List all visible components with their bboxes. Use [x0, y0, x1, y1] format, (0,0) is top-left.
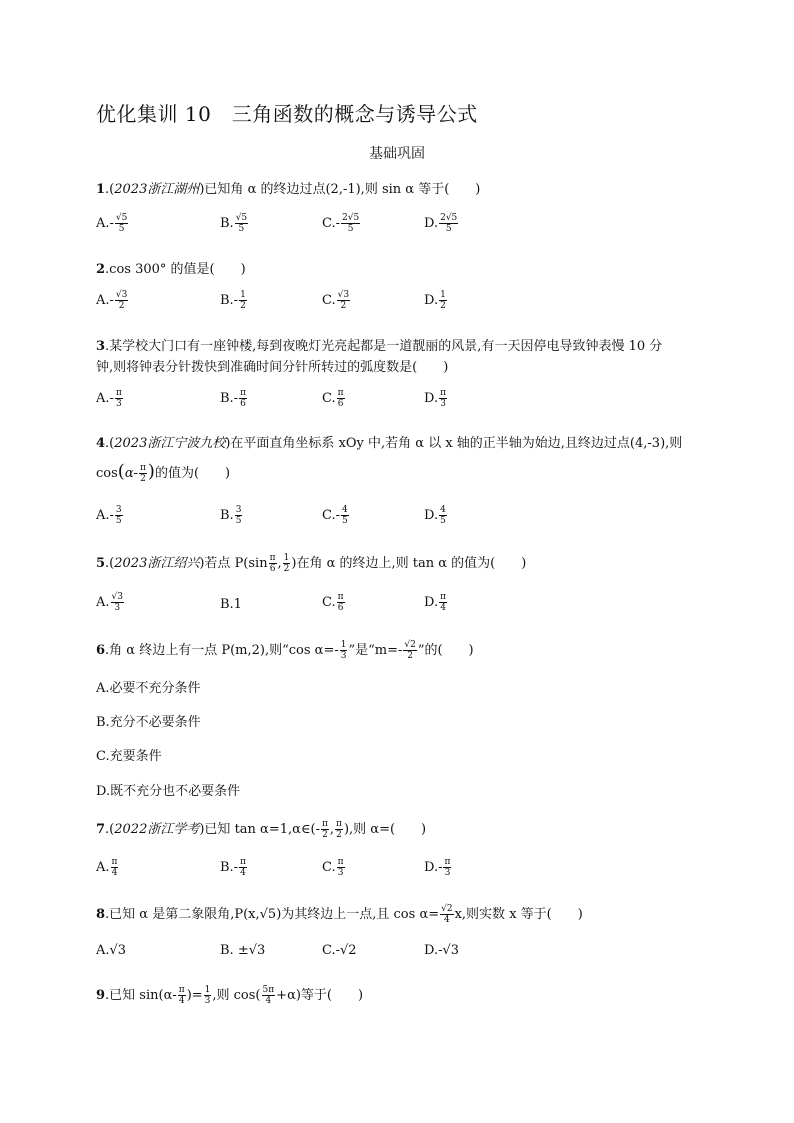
option-b: B.充分不必要条件	[96, 715, 201, 730]
option-d: D.既不充分也不必要条件	[96, 784, 241, 799]
question-3: 3.某学校大门口有一座钟楼,每到夜晚灯光亮起都是一道靓丽的风景,有一天因停电导致钟表慢 10 分	[96, 339, 663, 354]
fraction: $\frac{1}{2}$	[240, 290, 246, 311]
fraction: $\frac{1}{2}$	[283, 553, 290, 574]
question-3-line-2: 钟,则将钟表分针拨快到准确时间分针所转过的弧度数是( )	[96, 360, 449, 375]
fraction: $\frac{1}{2}$	[440, 290, 446, 311]
option-d: D. $\frac{2√5}{5}$	[424, 213, 458, 234]
option-b: B.- $\frac{\pi}{4}$	[220, 857, 246, 878]
fraction: $\frac{\pi}{4}$	[240, 857, 246, 878]
option-a: A.- $\frac{√3}{2}$	[96, 290, 128, 311]
fraction: $\frac{4}{5}$	[342, 505, 348, 526]
option-a: A.- $\frac{\pi}{3}$	[96, 388, 122, 409]
fraction: $\frac{\pi}{6}$	[240, 388, 246, 409]
fraction: $\frac{\pi}{3}$	[440, 388, 447, 409]
fraction: $\frac{3}{5}$	[235, 505, 242, 526]
fraction: $\frac{\pi}{3}$	[337, 857, 344, 878]
fraction: $\frac{√3}{3}$	[111, 592, 123, 613]
option-c: C. $\frac{\pi}{6}$	[322, 592, 344, 613]
option-c: C.充要条件	[96, 749, 162, 764]
fraction: $\frac{\pi}{6}$	[337, 592, 344, 613]
option-b: B.1	[220, 597, 242, 612]
question-number: 6	[96, 643, 106, 658]
question-6: 6.角 α 终边上有一点 P(m,2),则“cos α=- $\frac{1}{3}$ ”是“m=- $\frac{√2}{2}$ ”的( )	[96, 640, 474, 661]
fraction: $\frac{√5}{5}$	[235, 213, 248, 234]
question-9: 9.已知 sin(α- $\frac{\pi}{4}$ )= $\frac{1}{3}$ ,则 cos( $\frac{5\pi}{4}$ +α)等于( )	[96, 985, 364, 1006]
option-a: A. $\frac{\pi}{4}$	[96, 857, 118, 878]
option-c: C. $\frac{√3}{2}$	[322, 290, 350, 311]
fraction: $\frac{2√5}{5}$	[440, 213, 458, 234]
fraction: $\frac{\pi}{4}$	[440, 592, 447, 613]
question-source: 2023浙江宁波九校	[114, 436, 226, 451]
question-number: 2	[96, 262, 106, 277]
question-number: 1	[96, 182, 106, 197]
fraction: $\frac{\pi}{6}$	[337, 388, 344, 409]
option-d: D. $\frac{1}{2}$	[424, 290, 446, 311]
fraction: $\frac{\pi}{2}$	[336, 819, 342, 840]
fraction: $\frac{\pi}{6}$	[269, 553, 276, 574]
question-5: 5.(2023浙江绍兴)若点 P(sin $\frac{\pi}{6}$ , $\frac{1}{2}$ )在角 α 的终边上,则 tan α 的值为( )	[96, 553, 527, 574]
option-d: D. $\frac{4}{5}$	[424, 505, 446, 526]
question-7: 7.(2022浙江学考)已知 tan α=1,α∈(- $\frac{\pi}{2}$ , $\frac{\pi}{2}$ ),则 α=( )	[96, 819, 427, 840]
option-c: C. $\frac{\pi}{3}$	[322, 857, 344, 878]
section-heading: 基础巩固	[369, 146, 425, 162]
option-c: C. $\frac{\pi}{6}$	[322, 388, 344, 409]
option-c: C.- $\frac{2√5}{5}$	[322, 213, 360, 234]
question-4-line-2: cos(α- $\frac{\pi}{2}$ )的值为( )	[96, 461, 231, 484]
option-a: A.- $\frac{√5}{5}$	[96, 213, 128, 234]
fraction: $\frac{\pi}{2}$	[139, 463, 146, 484]
question-number: 4	[96, 436, 106, 451]
option-c: C.- $\frac{4}{5}$	[322, 505, 348, 526]
fraction: $\frac{1}{3}$	[204, 985, 211, 1006]
option-d: D. $\frac{\pi}{3}$	[424, 388, 447, 409]
option-c: C.-√2	[322, 943, 357, 958]
option-b: B. $\frac{√5}{5}$	[220, 213, 248, 234]
option-a: A. $\frac{√3}{3}$	[96, 592, 123, 613]
question-number: 5	[96, 556, 106, 571]
fraction: $\frac{\pi}{2}$	[321, 819, 328, 840]
question-number: 7	[96, 822, 106, 837]
fraction: $\frac{5\pi}{4}$	[262, 985, 275, 1006]
page-title: 优化集训 10 三角函数的概念与诱导公式	[96, 102, 478, 126]
question-number: 3	[96, 339, 106, 354]
fraction: $\frac{√3}{2}$	[337, 290, 350, 311]
question-number: 9	[96, 988, 106, 1003]
option-d: D. $\frac{\pi}{4}$	[424, 592, 447, 613]
option-b: B. $\frac{3}{5}$	[220, 505, 242, 526]
fraction: $\frac{2√5}{5}$	[342, 213, 360, 234]
fraction: $\frac{3}{5}$	[115, 505, 122, 526]
fraction: $\frac{\pi}{3}$	[444, 857, 451, 878]
fraction: $\frac{\pi}{4}$	[111, 857, 118, 878]
question-4: 4.(2023浙江宁波九校)在平面直角坐标系 xOy 中,若角 α 以 x 轴的正半轴为始边,且终边过点(4,-3),则	[96, 436, 683, 451]
question-2: 2.cos 300° 的值是( )	[96, 262, 246, 277]
question-1: 1.(2023浙江湖州)已知角 α 的终边过点(2,-1),则 sin α 等于( )	[96, 182, 481, 197]
fraction: $\frac{√3}{2}$	[115, 290, 128, 311]
question-source: 2023浙江绍兴	[114, 556, 200, 571]
fraction: $\frac{√5}{5}$	[115, 213, 128, 234]
question-number: 8	[96, 907, 106, 922]
option-d: D.-√3	[424, 943, 460, 958]
fraction: $\frac{\pi}{4}$	[178, 985, 185, 1006]
fraction: $\frac{\pi}{3}$	[115, 388, 122, 409]
option-b: B.- $\frac{\pi}{6}$	[220, 388, 246, 409]
fraction: $\frac{√2}{4}$	[441, 904, 453, 925]
question-8: 8.已知 α 是第二象限角,P(x,√5)为其终边上一点,且 cos α= $\frac{√2}{4}$ x,则实数 x 等于( )	[96, 904, 583, 925]
fraction: $\frac{1}{3}$	[340, 640, 347, 661]
option-b: B.- $\frac{1}{2}$	[220, 290, 246, 311]
option-a: A.必要不充分条件	[96, 681, 201, 696]
question-source: 2023浙江湖州	[114, 182, 200, 197]
question-source: 2022浙江学考	[114, 822, 200, 837]
fraction: $\frac{√2}{2}$	[404, 640, 416, 661]
option-a: A.√3	[96, 943, 127, 958]
option-d: D.- $\frac{\pi}{3}$	[424, 857, 451, 878]
fraction: $\frac{4}{5}$	[440, 505, 446, 526]
option-a: A.- $\frac{3}{5}$	[96, 505, 122, 526]
option-b: B. ±√3	[220, 943, 266, 958]
